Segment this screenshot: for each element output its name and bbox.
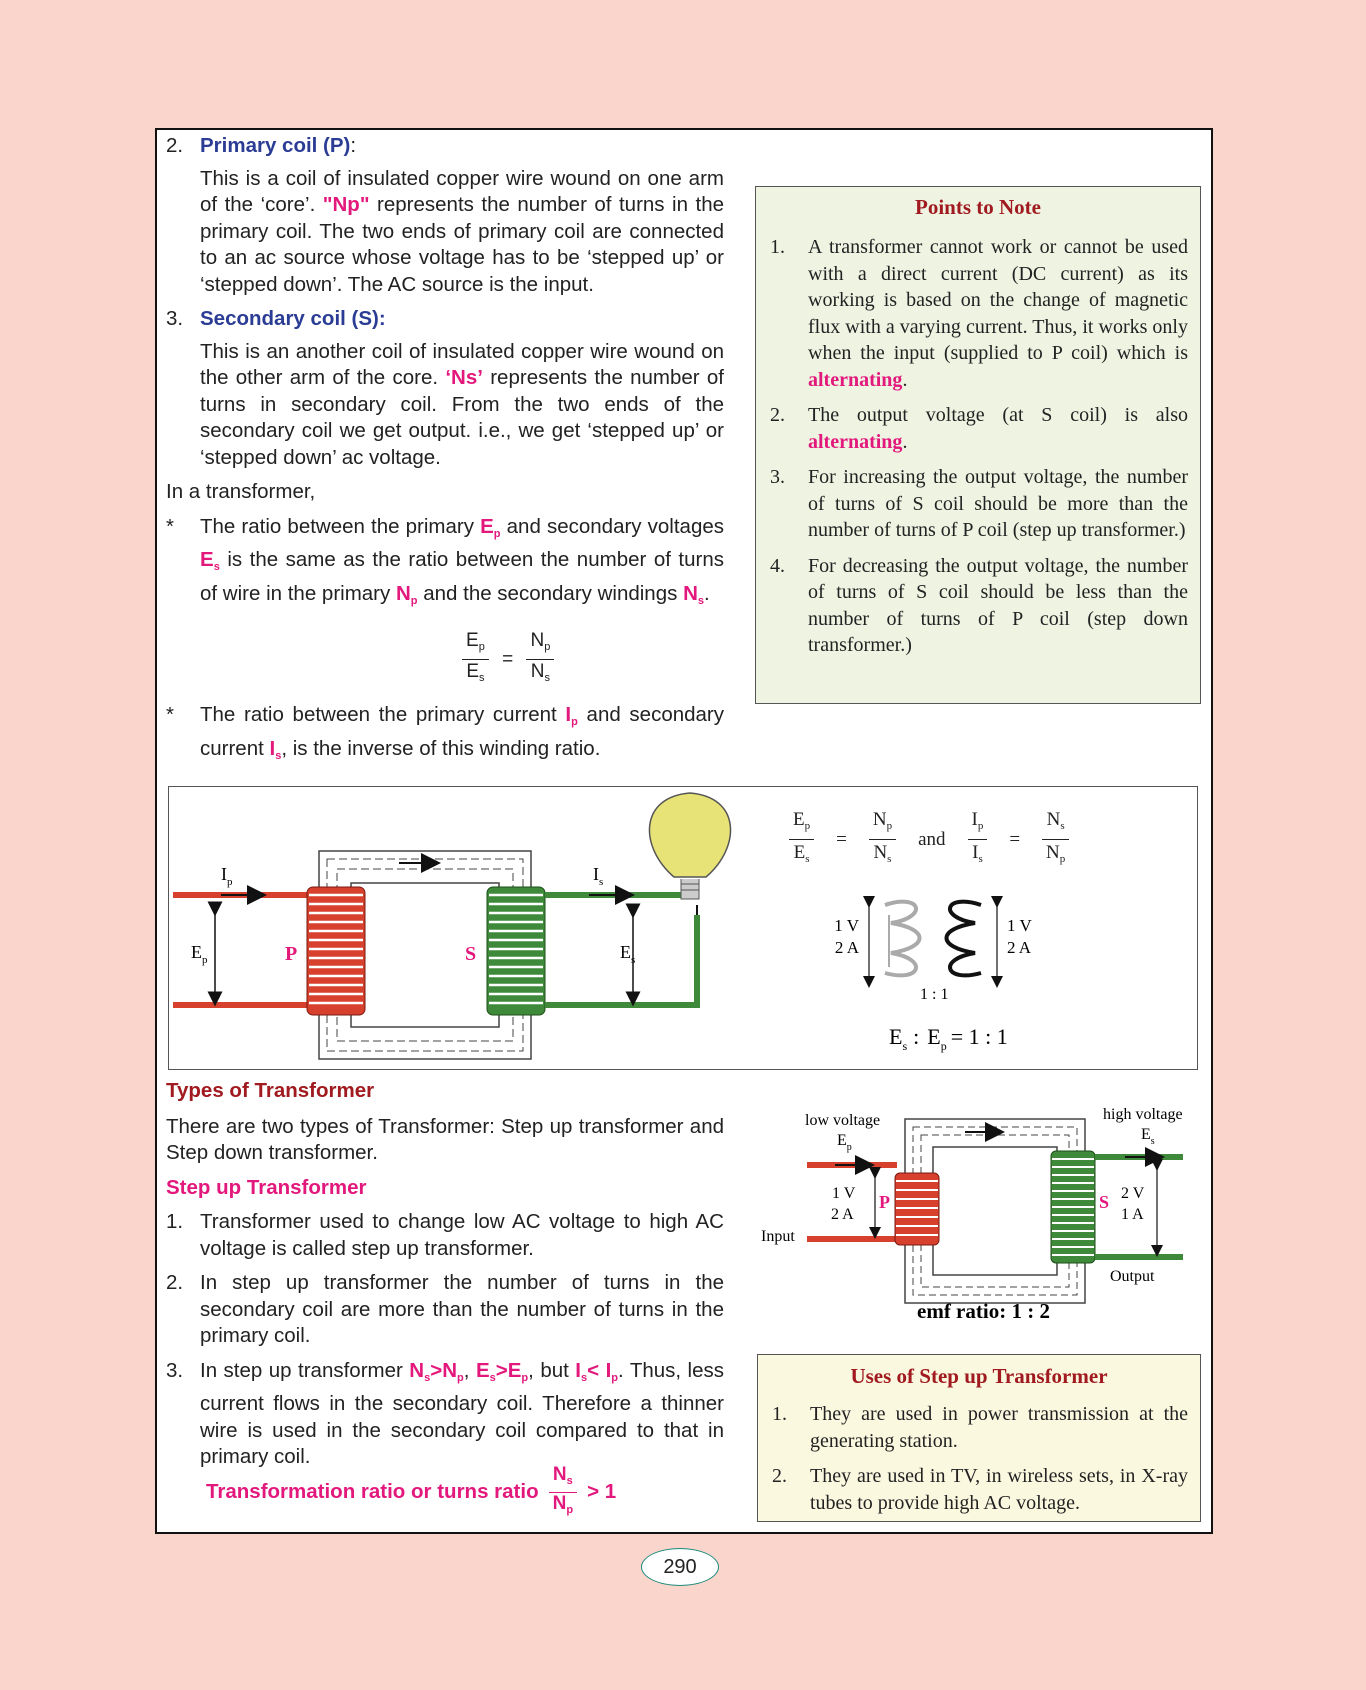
bullet1-t2: and secondary voltages	[506, 514, 725, 538]
sym-s: s	[697, 594, 704, 607]
uses-item-number: 1.	[772, 1403, 787, 1425]
points-to-note-title: Points to Note	[915, 195, 1041, 219]
point-text-end: .	[902, 368, 908, 391]
equals: =	[836, 828, 847, 850]
sym-n: N	[552, 1493, 567, 1514]
sym-p: p	[521, 1371, 529, 1384]
turns-ratio-label: Transformation ratio or turns ratio	[206, 1480, 539, 1504]
stepup-item-number: 1.	[166, 1210, 184, 1233]
sym-s: s	[424, 1371, 431, 1384]
voltage-ratio-formula	[462, 629, 554, 690]
sym-s: s	[599, 876, 604, 888]
sym-s: s	[631, 954, 636, 966]
stepup-item	[166, 1209, 724, 1262]
sym-p: p	[804, 820, 811, 832]
sym-i: I	[605, 1358, 612, 1382]
bullet1-t5: .	[704, 581, 710, 605]
bullet-voltage-ratio	[166, 514, 724, 615]
bullet1-t1: The ratio between the primary	[200, 514, 474, 538]
primary-coil	[307, 887, 365, 1015]
sym-e: E	[1141, 1126, 1151, 1143]
sym-p: p	[571, 716, 578, 728]
uses-item	[772, 1463, 1188, 1516]
ns-label: ‘Ns’	[445, 366, 483, 389]
left-current: 2 A	[834, 938, 859, 957]
sym-e: E	[466, 661, 479, 682]
is-label	[593, 864, 603, 888]
sym-s: s	[1150, 1136, 1155, 1147]
sym-i: I	[269, 736, 276, 760]
sym-e: E	[475, 1358, 490, 1382]
point-text-end: .	[902, 430, 908, 453]
sym-e: E	[191, 942, 202, 962]
sym-p: p	[544, 641, 551, 653]
sym-n: N	[872, 809, 887, 830]
secondary-coil-number: 3.	[166, 307, 184, 330]
s-label: S	[465, 943, 477, 965]
stepup-es-label	[1141, 1126, 1155, 1147]
types-intro: There are two types of Transformer: Step up transformer and Step down transformer.	[166, 1114, 724, 1164]
point-highlight: alternating	[808, 430, 903, 453]
point-text: For increasing the output voltage, the number of turns of S coil should be more than the number of turns of P coil (step up transformer.)	[808, 466, 1188, 541]
sym-s: s	[275, 749, 282, 762]
uses-item-text: They are used in TV, in wireless sets, in X-ray tubes to provide high AC voltage.	[810, 1465, 1188, 1514]
sym-p: p	[886, 820, 893, 832]
sym-e: E	[793, 809, 805, 830]
lt: <	[587, 1358, 600, 1382]
bullet-current-ratio	[166, 702, 724, 769]
bullet-star: *	[166, 703, 174, 726]
and-word: and	[918, 828, 946, 850]
point-number: 3.	[770, 466, 785, 488]
sym-i: I	[593, 864, 599, 884]
secondary-coil-text	[200, 339, 724, 472]
point-number: 2.	[770, 404, 785, 426]
stepup-primary-coil	[895, 1173, 939, 1245]
coil-pair-1-1	[869, 902, 997, 982]
point-text: The output voltage (at S coil) is also	[808, 404, 1188, 426]
core-window	[351, 883, 499, 1027]
uses-item	[772, 1401, 1188, 1454]
points-list	[756, 234, 1200, 659]
right-current: 2 A	[1007, 938, 1032, 957]
comma: ,	[463, 1358, 470, 1382]
stepup-item-number: 2.	[166, 1271, 184, 1294]
sym-s: s	[887, 853, 892, 865]
point-text: For decreasing the output voltage, the number of turns of S coil should be less than the number of turns of P coil (step down transformer.)	[808, 554, 1188, 656]
points-to-note-box	[755, 186, 1201, 704]
page-number: 290	[641, 1548, 719, 1586]
sym-e: E	[620, 942, 631, 962]
stepup-input-voltage: 1 V	[832, 1185, 856, 1202]
secondary-coil-heading: Secondary coil (S):	[200, 307, 386, 330]
sym-i: I	[221, 864, 227, 884]
bullet-star: *	[166, 514, 174, 538]
turns-ratio-value: > 1	[587, 1480, 617, 1504]
primary-coil-text	[200, 166, 724, 299]
in-transformer: In a transformer,	[166, 480, 316, 503]
turns-ratio-line	[206, 1464, 616, 1521]
sym-s: s	[544, 672, 551, 684]
sym-i: I	[575, 1358, 581, 1382]
sym-p: p	[566, 1504, 574, 1516]
sym-p: p	[846, 1142, 852, 1153]
point-highlight: alternating	[808, 368, 903, 391]
sym-i: I	[971, 809, 978, 830]
sym-n: N	[683, 581, 698, 605]
primary-coil-heading: Primary coil (P)	[200, 134, 351, 157]
sym-n: N	[530, 630, 545, 651]
item3-t1: In step up transformer	[200, 1358, 403, 1382]
sym-p: p	[478, 641, 485, 653]
sym-e: E	[480, 514, 494, 538]
stepup-s-label: S	[1099, 1192, 1110, 1212]
right-voltage: 1 V	[1007, 916, 1032, 935]
stepup-item-text: Transformer used to change low AC voltage to high AC voltage is called step up transformer.	[200, 1210, 724, 1260]
point-text: A transformer cannot work or cannot be used with a direct current (DC current) as its working is based on the change of magnetic flux with a varying current. Thus, it works only when the input (supplied to P coil) which is	[808, 236, 1188, 364]
ratio-value: = 1 : 1	[950, 1024, 1008, 1049]
primary-coil-section	[166, 133, 724, 614]
sym-e: E	[200, 548, 214, 571]
sym-p: p	[940, 1039, 947, 1053]
primary-coil-text-before: This is a coil of insulated copper wire wound on one arm of the ‘core’.	[200, 166, 724, 216]
sym-p: p	[977, 820, 984, 832]
sym-p: p	[457, 1371, 464, 1384]
sym-n: N	[552, 1464, 567, 1485]
stepup-item-number: 3.	[166, 1358, 184, 1382]
uses-list	[758, 1401, 1200, 1516]
primary-coil-number: 2.	[166, 134, 184, 157]
point-item	[770, 234, 1188, 393]
gt: >	[495, 1358, 508, 1382]
sym-n: N	[395, 581, 411, 605]
emf-ratio-caption: emf ratio: 1 : 2	[917, 1299, 1050, 1323]
item3-t3: Thus, less current flows in the secondary coil. Therefore a thinner wire is used in the secondary coil compared to that in primary coil.	[200, 1358, 724, 1468]
sym-p: p	[410, 594, 418, 607]
uses-item-number: 2.	[772, 1465, 787, 1487]
stepup-item-text: In step up transformer the number of turns in the secondary coil are more than the number of turns in the primary coil.	[200, 1271, 724, 1347]
sym-n: N	[442, 1358, 458, 1382]
sym-p: p	[493, 527, 501, 540]
point-item	[770, 464, 1188, 544]
sym-n: N	[873, 842, 888, 863]
bullet1-t4: and the secondary windings	[423, 581, 678, 605]
sym-s: s	[581, 1371, 588, 1384]
point-item	[770, 553, 1188, 659]
sym-n: N	[1046, 809, 1061, 830]
high-voltage-label: high voltage	[1103, 1106, 1183, 1123]
stepup-input-current: 2 A	[831, 1206, 854, 1223]
left-voltage: 1 V	[834, 916, 859, 935]
sym-e: E	[507, 1358, 522, 1382]
stepup-output-voltage: 2 V	[1121, 1185, 1145, 1202]
types-section	[166, 1078, 724, 1471]
uses-title: Uses of Step up Transformer	[850, 1364, 1108, 1388]
comma: ,	[528, 1358, 534, 1382]
sym-i: I	[972, 842, 979, 863]
equals: =	[502, 648, 514, 670]
sym-s: s	[1060, 820, 1065, 832]
p-label: P	[285, 943, 298, 965]
sym-s: s	[479, 672, 485, 684]
stepup-ep-label	[837, 1132, 852, 1153]
sym-n: N	[1046, 842, 1060, 863]
sym-n: N	[530, 661, 545, 682]
equals: =	[1009, 828, 1021, 850]
stepup-item: 3. In step up transformer $N_s>N_p$, $E_s>E_p$, but $I_s< I_p$. Thus, less current flows in the secondary coil. Therefore a thinner wire is used in the secondary coil compared to that in primary coil.	[166, 1358, 724, 1471]
sym-s: s	[489, 1371, 496, 1384]
bullet2-t1: The ratio between the primary current	[200, 703, 557, 726]
stepup-core-window	[933, 1147, 1057, 1275]
sym-p: p	[1059, 853, 1066, 865]
stepup-output-current: 1 A	[1121, 1206, 1144, 1223]
point-number: 1.	[770, 236, 785, 258]
colon: :	[913, 1024, 920, 1049]
output-label: Output	[1110, 1268, 1155, 1285]
primary-coil-text-after: represents the number of turns in the primary coil. The two ends of primary coil are connected to an ac source whose voltage has to be ‘stepped up’ or ‘stepped down’. The AC source is the input.	[200, 193, 724, 296]
secondary-coil-text-before: This is an another coil of insulated copper wire wound on the other arm of the core.	[200, 339, 724, 389]
uses-item-text: They are used in power transmission at the generating station.	[810, 1403, 1188, 1452]
point-number: 4.	[770, 554, 785, 577]
sym-p: p	[611, 1371, 619, 1384]
stepup-diagram	[755, 1105, 1199, 1325]
sym-n: N	[409, 1358, 425, 1382]
sym-s: s	[902, 1039, 908, 1053]
sym-s: s	[566, 1475, 573, 1487]
stepup-diagram-svg	[755, 1105, 1199, 1325]
sym-e: E	[793, 842, 806, 863]
turns-ratio: 1 : 1	[920, 986, 949, 1003]
sym-e: E	[466, 630, 479, 651]
ep-label	[191, 942, 208, 966]
stepup-secondary-coil	[1051, 1151, 1095, 1263]
sym-s: s	[805, 853, 810, 865]
sym-e: E	[889, 1024, 903, 1049]
bullet2-t2: and secondary current	[200, 703, 725, 760]
primary-coil-colon: :	[350, 134, 357, 157]
ip-label	[221, 864, 233, 888]
ratio-formulas	[789, 807, 1069, 872]
item3-t2: but	[540, 1358, 569, 1382]
bullet2-t3: , is the inverse of this winding ratio.	[281, 736, 601, 760]
gt: >	[430, 1358, 443, 1382]
bullet1-t3: is the same as the ratio between the number of turns of wire in the primary	[200, 548, 724, 605]
input-label: Input	[761, 1228, 795, 1245]
sym-s: s	[213, 561, 220, 573]
point-item	[770, 402, 1188, 455]
sym-i: I	[565, 703, 572, 726]
np-label: "Np"	[322, 193, 370, 216]
stepup-p-label: P	[879, 1192, 890, 1212]
sym-p: p	[227, 876, 233, 888]
sym-s: s	[978, 853, 983, 865]
es-ep-ratio	[889, 1024, 1008, 1053]
sym-e: E	[927, 1024, 941, 1049]
secondary-coil-text-after: represents the number of turns in secondary coil. From the two ends of the secondary coil we get output. i.e., we get ‘stepped up’ or ‘stepped down’ ac voltage.	[200, 366, 725, 469]
uses-box	[757, 1354, 1201, 1522]
types-heading: Types of Transformer	[166, 1079, 375, 1102]
low-voltage-label: low voltage	[805, 1112, 881, 1129]
sym-p: p	[202, 954, 208, 966]
secondary-coil	[487, 887, 545, 1015]
stepup-item	[166, 1270, 724, 1350]
sym-e: E	[837, 1132, 847, 1149]
transformer-diagram-box	[168, 786, 1198, 1070]
stepup-heading: Step up Transformer	[166, 1175, 367, 1199]
